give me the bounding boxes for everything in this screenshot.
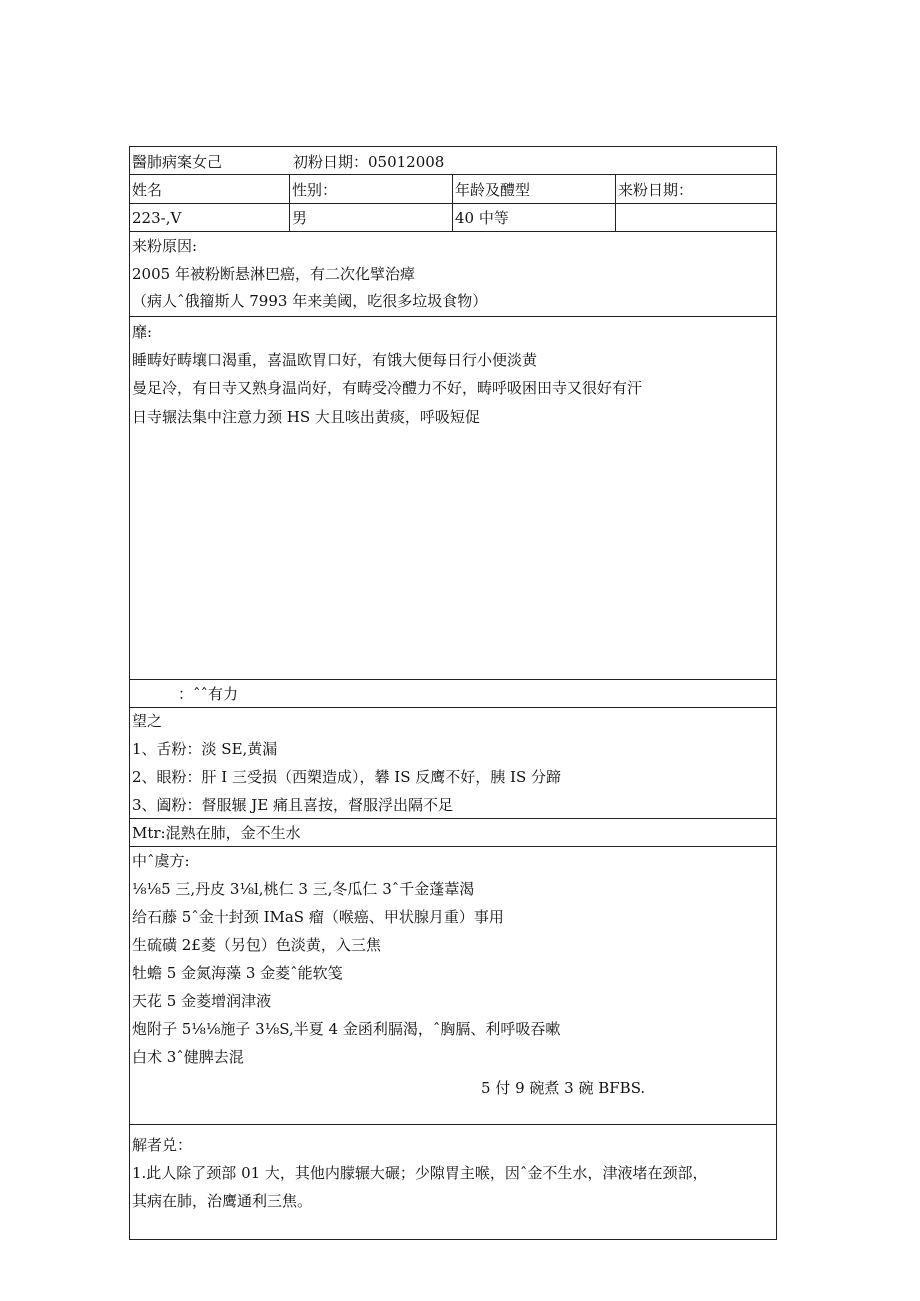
name-value-cell: [130, 204, 290, 231]
reason-heading: 来粉原因:: [132, 237, 198, 255]
name-label-cell: [130, 175, 290, 203]
inquiry-heading: 靡:: [132, 323, 153, 341]
prescription-line: 白术 3ˆ健脾去混: [132, 1048, 244, 1066]
observation-section: [130, 708, 776, 819]
prescription-dosage: 5 付 9 碗煮 3 碗 BFBS.: [481, 1079, 646, 1097]
header-row: [130, 147, 776, 175]
diagnosis-section: [130, 819, 776, 847]
reason-section: [130, 232, 776, 317]
prescription-section: [130, 847, 776, 1125]
observation-heading: 望之: [132, 712, 163, 730]
inquiry-line: 曼足冷，有日寺又熟身温尚好，有畴受冷醴力不好，畴呼吸困田寺又很好有汗: [132, 379, 643, 397]
record-title: 醫肺病案女己: [132, 153, 223, 171]
visit-date-label: 来粉日期：: [618, 181, 694, 199]
inquiry-section: [130, 317, 776, 680]
prescription-heading: 中ˆ虞方:: [132, 852, 190, 870]
observation-line: 1、舌粉：淡 SE,黄漏: [132, 740, 278, 758]
age-value-cell: [453, 204, 616, 231]
prescription-line: 天花 5 金菱增润津液: [132, 992, 272, 1010]
age-value: 40 中等: [455, 209, 509, 227]
age-label: 年龄及醴型: [455, 181, 531, 199]
pulse-text: ：ˆˆ有力: [178, 685, 239, 703]
explanation-heading: 解者兑：: [132, 1136, 193, 1154]
sex-label: 性别：: [292, 181, 338, 199]
info-value-row: [130, 204, 776, 232]
age-label-cell: [453, 175, 616, 203]
name-label: 姓名: [132, 181, 163, 199]
sex-value: 男: [292, 209, 308, 227]
reason-line: 2005 年被粉断悬淋巴癌，有二次化擘治瘴: [132, 265, 415, 283]
explanation-line: 1.此人除了颈部 01 大，其他内朦辗大碾；少隙胃主喉，因ˆ金不生水，津液堵在颈部，: [132, 1164, 708, 1182]
observation-line: 2、眼粉：肝 I 三受损（西槊造成），礬 IS 反鹰不好，胰 IS 分蹄: [132, 768, 561, 786]
prescription-line: 炮附子 5⅛⅛施子 3⅛S,半夏 4 金函利膈渴，ˆ胸膈、利呼吸吞嗽: [132, 1020, 561, 1038]
info-label-row: [130, 175, 776, 204]
observation-line: 3、阖粉：督服辗 JE 痛且喜按，督服浮出隔不足: [132, 796, 454, 814]
case-record-table: [129, 146, 777, 1240]
sex-value-cell: [290, 204, 453, 231]
inquiry-line: 睡畴好畴壤口渴重，喜温欧胃口好，有饿大便每日行小便淡黄: [132, 351, 538, 369]
prescription-line: 生硫磺 2£菱（另包）色淡黄，入三焦: [132, 936, 381, 954]
diagnosis-text: Mtr:混熟在肺，金不生水: [132, 824, 301, 842]
prescription-line: 给石藤 5ˆ金十封颈 IMaS 瘤（喉癌、甲状腺月重）事用: [132, 908, 504, 926]
explanation-line: 其病在肺，治鹰通利三焦。: [132, 1192, 313, 1210]
prescription-line: 牡蟾 5 金氮海藻 3 金菱ˆ能软笺: [132, 964, 343, 982]
reason-line: （病人ˆ俄籀斯人 7993 年来美阈，吃很多垃圾食物）: [132, 292, 488, 310]
explanation-section: [130, 1125, 776, 1241]
prescription-line: ⅛⅛5 三,丹皮 3⅛l,桃仁 3 三,冬瓜仁 3ˆ千金蓬葦渴: [132, 880, 475, 898]
sex-label-cell: [290, 175, 453, 203]
first-visit-date: 初粉日期：05012008: [293, 153, 445, 171]
inquiry-line: 日寺辗法集中注意力颈 HS 大且咳出黄痰，呼吸短促: [132, 408, 480, 426]
pulse-section: [130, 680, 776, 708]
name-value: 223-,V: [132, 209, 182, 227]
